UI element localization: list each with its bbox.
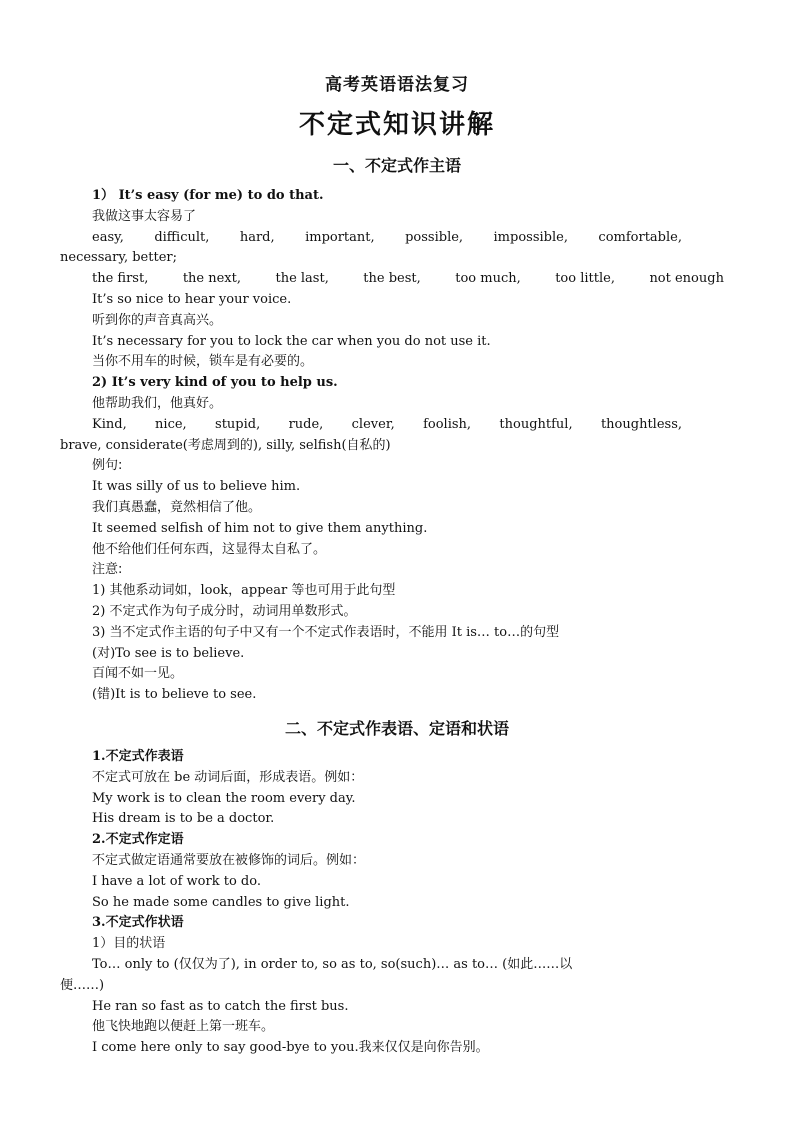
part-3-heading: 3.不定式作状语 (92, 915, 184, 931)
example-label: 例句: (92, 458, 123, 474)
document-subtitle: 不定式知识讲解 (298, 110, 495, 140)
adj-word: stupid, (215, 416, 261, 432)
adjective-list-1 (60, 228, 740, 249)
note-3: 3) 当不定式作主语的句子中又有一个不定式作表语时，不能用 It is… to…的句型 (92, 624, 560, 640)
example-4-en: It seemed selfish of him not to give them anything. (92, 520, 428, 536)
section-2-body (60, 747, 740, 1059)
example-2-en: It’s necessary for you to lock the car when you do not use it. (92, 333, 491, 349)
section-1-body (60, 186, 740, 706)
part-2-example-2: So he made some candles to give light. (92, 894, 350, 910)
ordinal-list (60, 269, 740, 290)
adj-word: important, (305, 229, 375, 245)
part-3-example-2: I come here only to say good-bye to you.我来仅仅是向你告别。 (92, 1040, 489, 1056)
adj-word: rude, (288, 416, 324, 432)
adj-word: Kind, (92, 416, 127, 432)
adj-word: thoughtless, (600, 416, 682, 432)
adjective-list-1-continued: necessary, better; (60, 250, 177, 266)
ord-word: the best, (363, 271, 421, 287)
correct-example: (对)To see is to believe. (92, 645, 245, 661)
item-2-heading: 2) It’s very kind of you to help us. (92, 375, 338, 391)
part-2-heading: 2.不定式作定语 (92, 832, 184, 848)
part-3-example-1-en: He ran so fast as to catch the first bus. (92, 998, 349, 1014)
item-1-translation: 我做这事太容易了 (92, 208, 197, 224)
section-heading-1: 一、不定式作主语 (332, 156, 461, 175)
example-4-zh: 他不给他们任何东西，这显得太自私了。 (92, 541, 327, 557)
example-3-en: It was silly of us to believe him. (92, 479, 301, 495)
part-1-heading: 1.不定式作表语 (92, 749, 184, 764)
example-1-zh: 听到你的声音真高兴。 (92, 312, 223, 328)
adj-word: thoughtful, (499, 416, 573, 432)
adj-word: clever, (351, 416, 395, 432)
adj-word: foolish, (423, 416, 472, 432)
adjective-list-2 (60, 415, 740, 436)
part-1-example-1: My work is to clean the room every day. (92, 790, 356, 806)
ord-word: too much, (455, 271, 521, 287)
item-2-translation: 他帮助我们，他真好。 (92, 395, 223, 411)
note-label: 注意: (92, 562, 123, 578)
document-title: 高考英语语法复习 (325, 75, 469, 95)
part-1-example-2: His dream is to be a doctor. (92, 811, 275, 827)
part-2-example-1: I have a lot of work to do. (92, 873, 261, 889)
wrong-example: (错)It is to believe to see. (92, 687, 257, 703)
adj-word: nice, (155, 416, 187, 432)
item-1-heading: 1） It’s easy (for me) to do that. (92, 188, 324, 203)
ord-word: the last, (275, 271, 329, 287)
section-heading-2: 二、不定式作表语、定语和状语 (284, 719, 509, 738)
adj-word: difficult, (154, 229, 210, 245)
example-1-en: It’s so nice to hear your voice. (92, 291, 292, 307)
adj-word: easy, (92, 229, 124, 245)
part-3-list: To… only to (仅仅为了), in order to, so as to, so(such)… as to… (如此……以 (92, 956, 573, 972)
example-2-zh: 当你不用车的时候，锁车是有必要的。 (92, 354, 314, 370)
correct-example-zh: 百闻不如一见。 (92, 666, 184, 682)
part-1-desc: 不定式可放在 be 动词后面，形成表语。例如： (92, 769, 364, 785)
note-1: 1) 其他系动词如，look，appear 等也可用于此句型 (92, 583, 396, 599)
part-3-list-continued: 便……) (60, 977, 105, 993)
part-2-desc: 不定式做定语通常要放在被修饰的词后。例如： (92, 852, 366, 868)
part-3-subheading: 1）目的状语 (92, 936, 166, 952)
adj-word: comfortable, (598, 229, 682, 245)
adj-word: hard, (239, 229, 275, 245)
ord-word: too little, (555, 271, 615, 287)
part-3-example-1-zh: 他飞快地跑以便赶上第一班车。 (92, 1019, 275, 1035)
note-2: 2) 不定式作为句子成分时，动词用单数形式。 (92, 603, 357, 619)
ord-word: the first, (92, 271, 149, 287)
ord-word: not enough (649, 271, 724, 287)
adj-word: impossible, (493, 229, 568, 245)
adj-word: possible, (405, 229, 464, 245)
example-3-zh: 我们真愚蠢，竟然相信了他。 (92, 499, 262, 515)
ord-word: the next, (182, 271, 241, 287)
adjective-list-2-continued: brave, considerate(考虑周到的), silly, selfish(自私的) (60, 437, 391, 453)
